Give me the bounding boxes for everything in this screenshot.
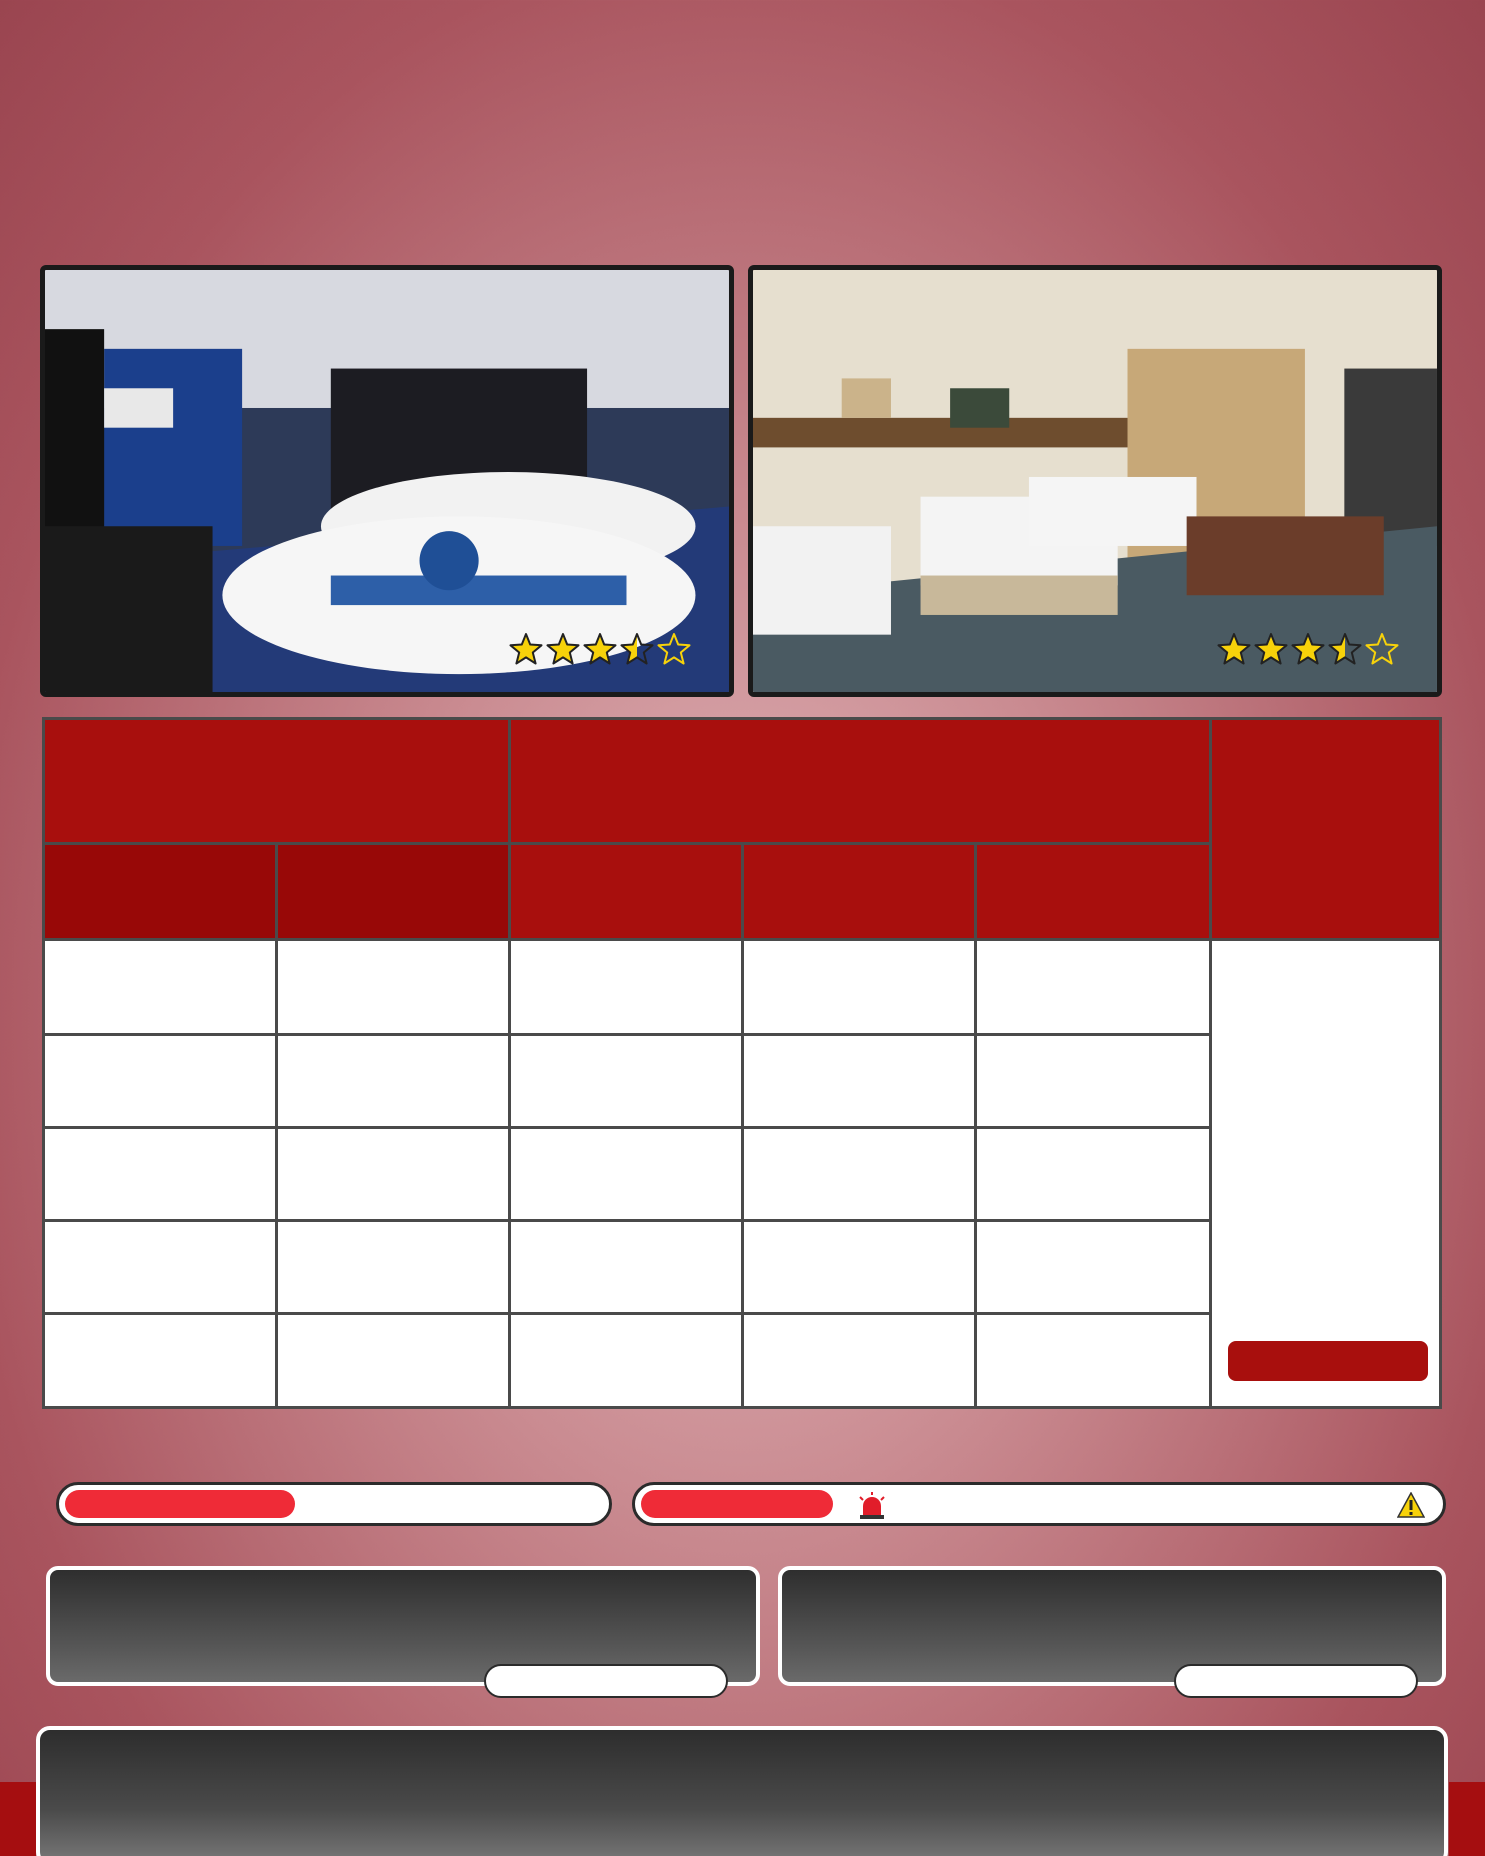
contact-bar xyxy=(36,1726,1448,1856)
row-4-double-cell xyxy=(511,1222,741,1312)
madinah-hotel-card xyxy=(40,265,734,697)
extend-column xyxy=(1212,941,1439,1406)
row-5-double-cell xyxy=(511,1315,741,1406)
star-icon xyxy=(583,632,617,666)
mekkah-hotel-card xyxy=(748,265,1442,697)
warning-icon xyxy=(1397,1492,1425,1518)
row-2-dari-cell xyxy=(45,1036,275,1126)
row-5-ke-cell xyxy=(278,1315,508,1406)
row-2-ke-cell xyxy=(278,1036,508,1126)
price-table xyxy=(42,717,1442,1409)
star-empty-icon xyxy=(1365,632,1399,666)
excluded-box xyxy=(778,1566,1446,1686)
row-2-triple-cell xyxy=(744,1036,974,1126)
star-icon xyxy=(1291,632,1325,666)
ke-header xyxy=(278,845,508,938)
periode-header xyxy=(45,720,508,842)
star-icon xyxy=(1254,632,1288,666)
row-1-dari-cell xyxy=(45,941,275,1033)
row-4-quad-cell xyxy=(977,1222,1209,1312)
row-1-ke-cell xyxy=(278,941,508,1033)
siren-icon xyxy=(857,1492,887,1520)
row-4-triple-cell xyxy=(744,1222,974,1312)
row-1-quad-cell xyxy=(977,941,1209,1033)
star-icon xyxy=(509,632,543,666)
included-box xyxy=(46,1566,760,1686)
star-icon xyxy=(1217,632,1251,666)
included-tag xyxy=(484,1664,728,1698)
row-3-triple-cell xyxy=(744,1129,974,1219)
row-2-quad-cell xyxy=(977,1036,1209,1126)
row-5-dari-cell xyxy=(45,1315,275,1406)
settlement-terms-pill xyxy=(632,1482,1446,1526)
right-red-accent xyxy=(1449,1782,1485,1856)
row-3-dari-cell xyxy=(45,1129,275,1219)
madinah-star-rating xyxy=(509,632,691,666)
meals-header xyxy=(1212,720,1439,938)
star-icon xyxy=(546,632,580,666)
double-header xyxy=(511,845,741,938)
row-5-quad-cell xyxy=(977,1315,1209,1406)
row-2-double-cell xyxy=(511,1036,741,1126)
row-1-double-cell xyxy=(511,941,741,1033)
payment-terms-pill xyxy=(56,1482,612,1526)
room-type-header xyxy=(511,720,1209,842)
row-5-triple-cell xyxy=(744,1315,974,1406)
star-half-icon xyxy=(620,632,654,666)
dari-header xyxy=(45,845,275,938)
row-4-ke-cell xyxy=(278,1222,508,1312)
row-4-dari-cell xyxy=(45,1222,275,1312)
excluded-tag xyxy=(1174,1664,1418,1698)
perhatian-tag xyxy=(641,1490,833,1518)
down-payment-tag xyxy=(65,1490,295,1518)
row-3-ke-cell xyxy=(278,1129,508,1219)
quad-header xyxy=(977,845,1209,938)
row-1-triple-cell xyxy=(744,941,974,1033)
left-red-accent xyxy=(0,1782,36,1856)
star-half-icon xyxy=(1328,632,1362,666)
row-3-quad-cell xyxy=(977,1129,1209,1219)
star-empty-icon xyxy=(657,632,691,666)
mekkah-star-rating xyxy=(1217,632,1399,666)
triple-header xyxy=(744,845,974,938)
row-3-double-cell xyxy=(511,1129,741,1219)
program-9-hari-badge xyxy=(1228,1341,1428,1381)
